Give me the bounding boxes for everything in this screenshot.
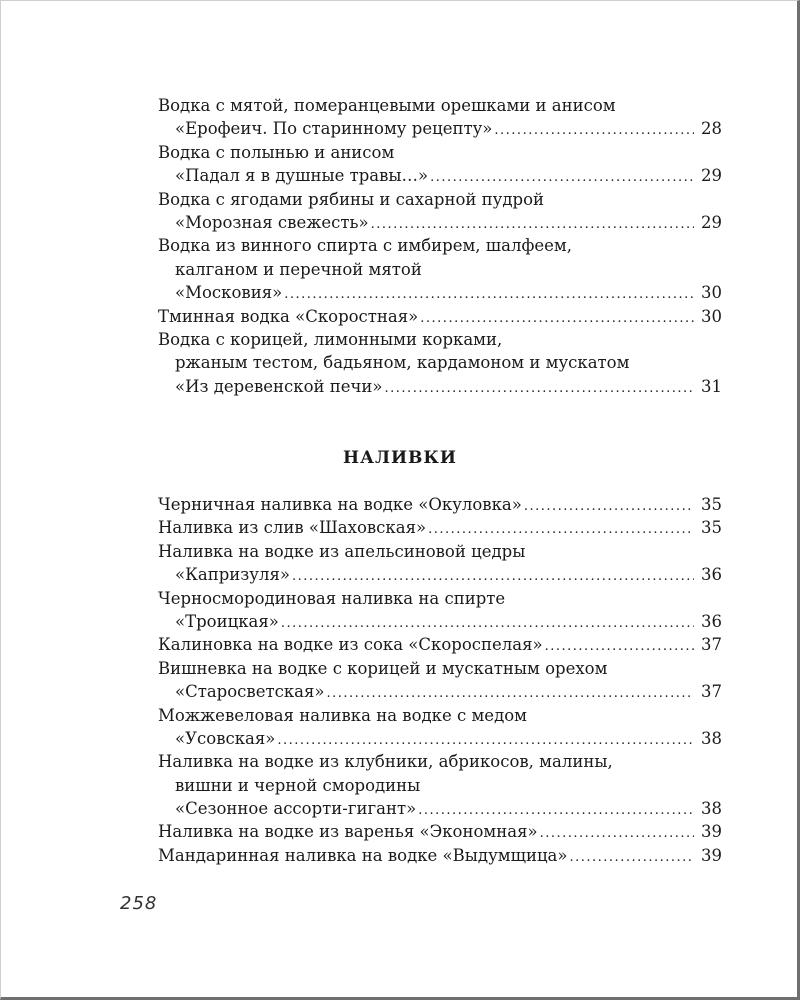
page-number: 31: [701, 376, 722, 396]
toc-entry: [158, 328, 722, 398]
dot-leader: [281, 612, 694, 635]
entry-title-line: Водка из винного спирта с имбирем, шалфеем,: [158, 236, 572, 256]
page-number: 36: [701, 611, 722, 631]
entry-leader-line: [158, 281, 722, 304]
dot-leader: [524, 495, 694, 518]
entry-title: «Старосветская»: [175, 682, 325, 702]
dot-leader: [420, 307, 694, 330]
entry-leader-line: [158, 305, 722, 328]
entry-title: «Падал я в душные травы…»: [175, 166, 429, 186]
section-heading: НАЛИВКИ: [343, 448, 457, 468]
toc-entry: [158, 516, 722, 539]
entry-title: «Морозная свежесть»: [175, 212, 369, 232]
toc-entry: [158, 305, 722, 328]
entry-title: «Сезонное ассорти-гигант»: [175, 799, 417, 819]
page-number: 38: [701, 799, 722, 819]
entry-title-line: ржаным тестом, бадьяном, кардамоном и мускатом: [175, 353, 630, 373]
toc-entry: [158, 820, 722, 843]
dot-leader: [430, 166, 694, 189]
page-number: 39: [701, 822, 722, 842]
entry-leader-line: [158, 563, 722, 586]
page-number: 30: [701, 283, 722, 303]
entry-leader-line: [158, 375, 722, 398]
entry-leader-line: [158, 680, 722, 703]
entry-leader-line: [158, 727, 722, 750]
entry-title: Тминная водка «Скоростная»: [158, 306, 419, 326]
dot-leader: [428, 518, 694, 541]
entry-title-line: калганом и перечной мятой: [175, 259, 422, 279]
entry-title: Калиновка на водке из сока «Скороспелая»: [158, 635, 543, 655]
toc-entry: [158, 234, 722, 304]
page-number: 29: [701, 166, 722, 186]
toc-entry: [158, 704, 722, 751]
page-number: 36: [701, 565, 722, 585]
entry-title-line: Водка с полынью и анисом: [158, 142, 395, 162]
entry-leader-line: [158, 117, 722, 140]
page-number: 35: [701, 495, 722, 514]
toc-entry: [158, 188, 722, 235]
page-folio-number: 258: [120, 893, 158, 914]
entry-title-line: вишни и черной смородины: [175, 775, 421, 795]
toc-entry: [158, 657, 722, 704]
dot-leader: [545, 635, 694, 658]
dot-leader: [371, 213, 694, 236]
dot-leader: [277, 729, 694, 752]
toc-entry: [158, 540, 722, 587]
dot-leader: [385, 377, 694, 400]
entry-leader-line: [158, 797, 722, 820]
entry-title-line: Вишневка на водке с корицей и мускатным орехом: [158, 658, 608, 678]
toc-entry: [158, 493, 722, 516]
toc-entry: [158, 141, 722, 188]
toc-section-nalivki: [158, 493, 722, 867]
page-number: 28: [701, 119, 722, 139]
entry-title: «Усовская»: [175, 728, 276, 748]
page-number: 39: [701, 845, 722, 865]
entry-leader-line: [158, 844, 722, 867]
page-number: 37: [701, 682, 722, 702]
entry-title: Черничная наливка на водке «Окуловка»: [158, 495, 522, 514]
toc-section-vodka: [158, 94, 722, 398]
entry-title: Наливка из слив «Шаховская»: [158, 518, 427, 538]
entry-title: «Троицкая»: [175, 611, 279, 631]
entry-title-line: Можжевеловая наливка на водке с медом: [158, 705, 527, 725]
page-number: 35: [701, 518, 722, 538]
toc-entry: [158, 587, 722, 634]
page-number: 29: [701, 212, 722, 232]
dot-leader: [284, 283, 694, 306]
entry-leader-line: [158, 516, 722, 539]
entry-title: «Ерофеич. По старинному рецепту»: [175, 119, 493, 139]
entry-title: Мандаринная наливка на водке «Выдумщица»: [158, 845, 568, 865]
entry-title: «Московия»: [175, 283, 283, 303]
dot-leader: [570, 846, 695, 869]
page-number: 30: [701, 306, 722, 326]
entry-title-line: Водка с мятой, померанцевыми орешками и анисом: [158, 96, 616, 115]
dot-leader: [327, 682, 695, 705]
entry-leader-line: [158, 820, 722, 843]
dot-leader: [418, 799, 694, 822]
page-number: 38: [701, 728, 722, 748]
entry-title-line: Черносмородиновая наливка на спирте: [158, 588, 506, 608]
entry-leader-line: [158, 633, 722, 656]
entry-title-line: Водка с ягодами рябины и сахарной пудрой: [158, 189, 544, 209]
dot-leader: [494, 119, 694, 142]
entry-title-line: Водка с корицей, лимонными корками,: [158, 329, 503, 349]
entry-title-line: Наливка на водке из апельсиновой цедры: [158, 541, 526, 561]
toc-entry: [158, 750, 722, 820]
entry-title: «Капризуля»: [175, 565, 290, 585]
page-number: 37: [701, 635, 722, 655]
dot-leader: [292, 565, 694, 588]
dot-leader: [540, 822, 694, 845]
toc-entry: [158, 844, 722, 867]
entry-title: Наливка на водке из варенья «Экономная»: [158, 822, 538, 842]
toc-entry: [158, 94, 722, 141]
toc-entry: [158, 633, 722, 656]
entry-leader-line: [158, 211, 722, 234]
entry-leader-line: [158, 610, 722, 633]
entry-title: «Из деревенской печи»: [175, 376, 383, 396]
entry-title-line: Наливка на водке из клубники, абрикосов, малины,: [158, 752, 613, 772]
entry-leader-line: [158, 164, 722, 187]
entry-leader-line: [158, 493, 722, 516]
